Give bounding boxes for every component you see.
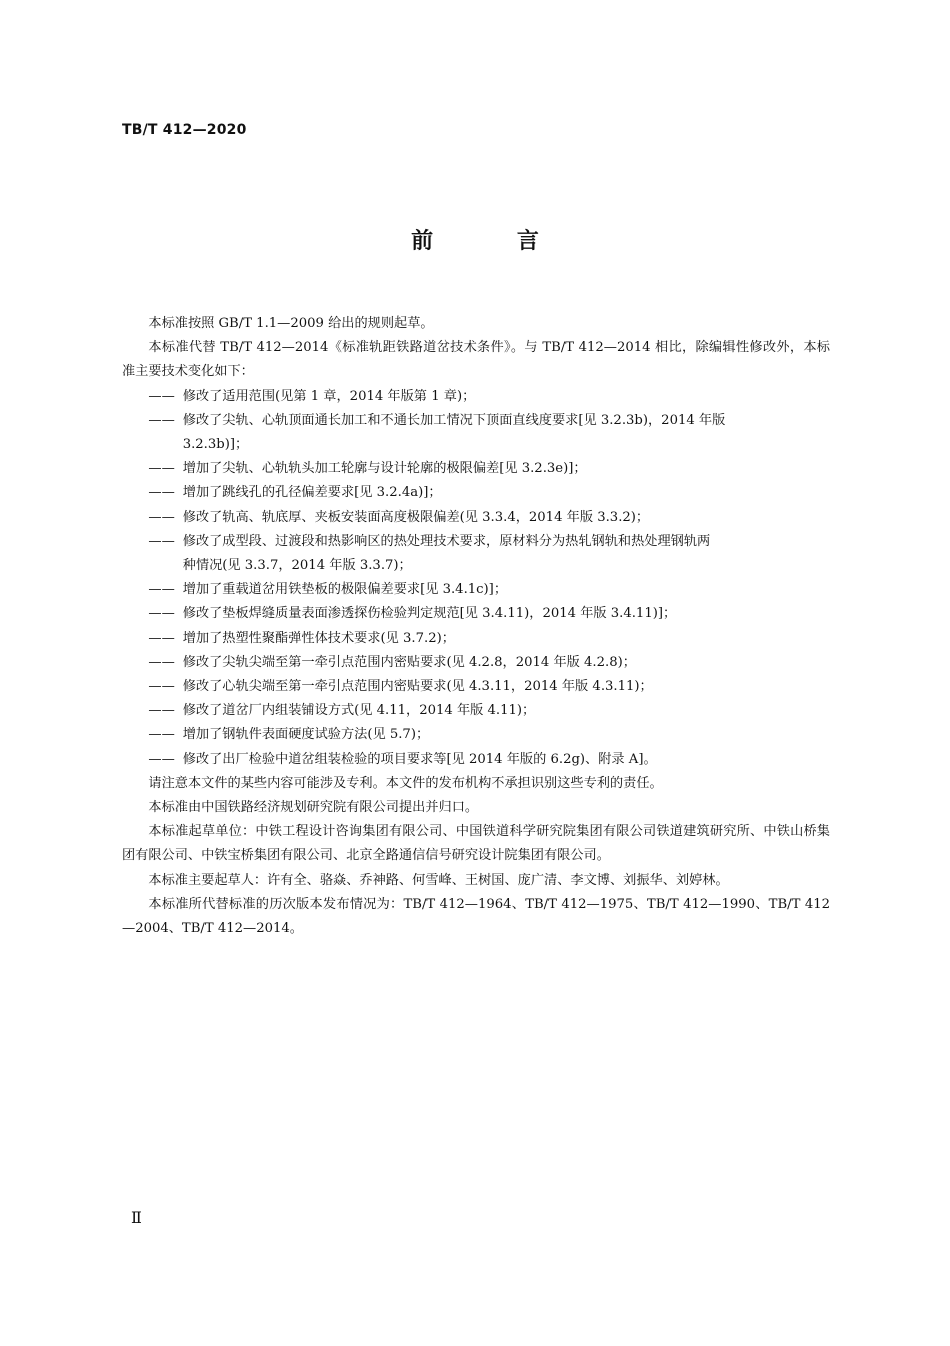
list-item: [122, 748, 830, 772]
list-dash: ——: [148, 412, 175, 428]
list-dash: ——: [148, 727, 175, 743]
list-dash: ——: [148, 679, 175, 695]
paragraph-drafting-units: 本标准起草单位：中铁工程设计咨询集团有限公司、中国铁道科学研究院集团有限公司铁道建筑研究所、中铁山桥集团有限公司、中铁宝桥集团有限公司、北京全路通信信号研究设计院集团有限公司。: [122, 824, 830, 864]
list-item-text: 增加了重载道岔用铁垫板的极限偏差要求[见 3.4.1c)]；: [182, 582, 508, 598]
list-item-text: 增加了跳线孔的孔径偏差要求[见 3.2.4a)]；: [182, 485, 442, 501]
change-list: [122, 385, 830, 772]
paragraph-patent-notice: 请注意本文件的某些内容可能涉及专利。本文件的发布机构不承担识别这些专利的责任。: [148, 775, 663, 791]
list-item-text: 修改了轨高、轨底厚、夹板安装面高度极限偏差(见 3.3.4，2014 年版 3.3.2)；: [182, 509, 650, 525]
list-item: [122, 481, 830, 505]
list-item-text: 增加了钢轨件表面硬度试验方法(见 5.7)；: [182, 727, 430, 743]
list-item: [122, 651, 830, 675]
list-item-text: 增加了尖轨、心轨轨头加工轮廓与设计轮廓的极限偏差[见 3.2.3e)]；: [182, 461, 587, 477]
list-item: [122, 385, 830, 409]
list-item: [122, 506, 830, 530]
list-dash: ——: [148, 751, 175, 767]
list-item: [122, 723, 830, 747]
list-item-text: 修改了尖轨、心轨顶面通长加工和不通长加工情况下顶面直线度要求[见 3.2.3b)，2014 年版: [182, 412, 726, 428]
list-item: [122, 578, 830, 602]
list-dash: ——: [148, 654, 175, 670]
list-item-text: 增加了热塑性聚酯弹性体技术要求(见 3.7.2)；: [182, 630, 455, 646]
document-body: [122, 312, 830, 941]
list-item-text: 修改了垫板焊缝质量表面渗透探伤检验判定规范[见 3.4.11)，2014 年版 3.4.11)]；: [182, 606, 677, 622]
list-dash: ——: [148, 509, 175, 525]
list-item: [122, 530, 830, 578]
list-item-text: 修改了心轨尖端至第一牵引点范围内密贴要求(见 4.3.11，2014 年版 4.3.11)；: [182, 679, 653, 695]
list-dash: ——: [148, 630, 175, 646]
list-item-text: 修改了适用范围(见第 1 章，2014 年版第 1 章)；: [182, 388, 476, 404]
list-dash: ——: [148, 388, 175, 404]
list-item-continuation: 种情况(见 3.3.7，2014 年版 3.3.7)；: [182, 558, 412, 574]
list-item: [122, 602, 830, 626]
list-dash: ——: [148, 533, 175, 549]
paragraph-replaces: 本标准代替 TB/T 412—2014《标准轨距铁路道岔技术条件》。与 TB/T 412—2014 相比，除编辑性修改外，本标准主要技术变化如下：: [122, 340, 830, 380]
list-item: [122, 409, 830, 457]
list-item-text: 修改了出厂检验中道岔组装检验的项目要求等[见 2014 年版的 6.2g)、附录 A]。: [182, 751, 657, 767]
paragraph-proposer: 本标准由中国铁路经济规划研究院有限公司提出并归口。: [148, 800, 479, 816]
page-number: Ⅱ: [131, 1208, 142, 1227]
list-item-continuation: 3.2.3b)]；: [182, 437, 249, 453]
list-item-text: 修改了道岔厂内组装铺设方式(见 4.11，2014 年版 4.11)；: [182, 703, 536, 719]
list-item: [122, 457, 830, 481]
list-dash: ——: [148, 606, 175, 622]
paragraph-drafters: 本标准主要起草人：许有全、骆焱、乔神路、何雪峰、王树国、庞广清、李文博、刘振华、刘婷林。: [148, 872, 729, 888]
list-dash: ——: [148, 703, 175, 719]
paragraph-drafting-rules: 本标准按照 GB/T 1.1—2009 给出的规则起草。: [148, 316, 434, 331]
page-title: 前 言: [411, 229, 577, 254]
list-dash: ——: [148, 582, 175, 598]
list-item-text: 修改了成型段、过渡段和热影响区的热处理技术要求，原材料分为热轧钢轨和热处理钢轨两: [182, 533, 711, 549]
document-code: TB/T 412—2020: [122, 122, 247, 138]
list-item: [122, 699, 830, 723]
list-item: [122, 675, 830, 699]
list-dash: ——: [148, 461, 175, 477]
list-dash: ——: [148, 485, 175, 501]
list-item: [122, 627, 830, 651]
list-item-text: 修改了尖轨尖端至第一牵引点范围内密贴要求(见 4.2.8，2014 年版 4.2.8)；: [182, 654, 636, 670]
paragraph-edition-history: 本标准所代替标准的历次版本发布情况为：TB/T 412—1964、TB/T 412—1975、TB/T 412—1990、TB/T 412—2004、TB/T 412—2014。: [122, 896, 830, 937]
